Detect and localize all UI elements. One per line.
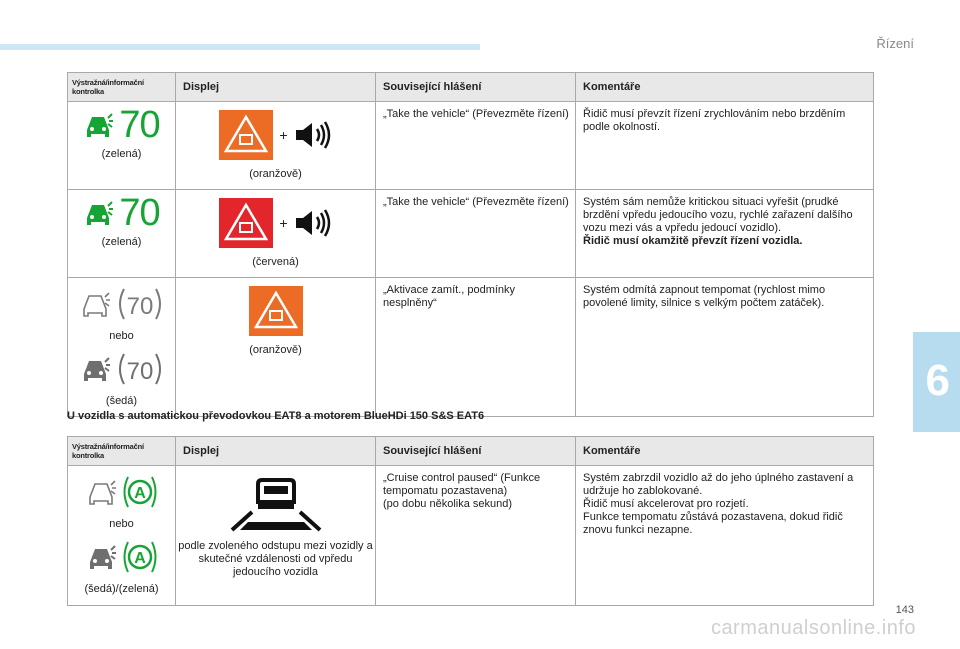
badge-letter: A <box>133 550 146 567</box>
cruise-control-grey-icon <box>80 354 110 384</box>
comment-cell <box>576 466 874 606</box>
section-note: U vozidla s automatickou převodovkou EAT8 a motorem BlueHDi 150 S&S EAT6 <box>67 410 485 422</box>
message-cell: „Aktivace zamít., podmínky nesplněny“ <box>376 278 576 417</box>
display-caption: (oranžově) <box>249 344 302 356</box>
top-accent-bar <box>0 44 480 50</box>
or-separator: nebo <box>109 330 134 342</box>
take-vehicle-orange-icon <box>219 110 273 160</box>
display-caption: podle zvoleného odstupu mezi vozidly a skutečné vzdálenosti od vpředu jedoucího vozidla <box>178 540 373 578</box>
page-number: 143 <box>895 604 914 616</box>
message-text: „Cruise control paused“ (Funkce tempomatu pozastavena) <box>383 472 541 497</box>
warning-table <box>67 72 874 417</box>
message-cell <box>376 466 576 606</box>
comment-emphasis: Řidič musí okamžitě převzít řízení vozidla. <box>583 235 803 247</box>
col-header-display: Displej <box>176 73 376 102</box>
display-cell <box>176 190 376 278</box>
comment-text: Systém sám nemůže kritickou situaci vyřešit (prudké brzdění vpředu jedoucího vozu, rychlé zařazení dalšího vozu mezi vás a vpředu jedoucí vozidlo). <box>583 196 853 234</box>
lamp-cell <box>68 190 176 278</box>
lamp-cell <box>68 278 176 417</box>
plus-sign: + <box>279 126 288 143</box>
watermark: carmanualsonline.info <box>710 617 916 639</box>
comment-line: Řidič musí akcelerovat pro rozjetí. <box>583 498 749 510</box>
col-header-message: Související hlášení <box>376 437 576 466</box>
speed-value-grey: 70 <box>126 358 153 385</box>
lamp-cell <box>68 102 176 190</box>
table-row <box>68 190 874 278</box>
cruise-control-outline-icon <box>86 477 116 507</box>
table-row <box>68 466 874 606</box>
badge-letter: A <box>133 485 146 502</box>
col-header-comment: Komentáře <box>576 437 874 466</box>
table-row <box>68 278 874 417</box>
display-caption: (červená) <box>252 256 299 268</box>
speed-circle-outline-icon <box>116 286 164 322</box>
display-cell <box>176 102 376 190</box>
vehicle-distance-icon <box>228 474 324 532</box>
or-separator: nebo <box>109 518 134 530</box>
message-duration: (po dobu několika sekund) <box>383 498 513 510</box>
lamp-caption: (zelená) <box>101 236 142 248</box>
comment-cell <box>576 190 874 278</box>
plus-sign: + <box>279 214 288 231</box>
col-header-lamp: Výstražná/informační kontrolka <box>68 73 176 102</box>
cruise-control-grey-icon <box>86 542 116 572</box>
message-cell: „Take the vehicle“ (Převezměte řízení) <box>376 190 576 278</box>
display-cell <box>176 466 376 606</box>
take-vehicle-red-icon <box>219 198 273 248</box>
speaker-sound-icon <box>294 208 332 238</box>
activation-refused-orange-icon <box>249 286 303 336</box>
speed-value: 70 <box>119 103 160 146</box>
auto-badge-green-icon <box>122 474 158 510</box>
auto-badge-green-icon <box>122 539 158 575</box>
lamp-cell <box>68 466 176 606</box>
display-caption: (oranžově) <box>249 168 302 180</box>
lamp-caption: (šedá)/(zelená) <box>84 583 159 595</box>
cruise-control-outline-icon <box>80 289 110 319</box>
speed-value: 70 <box>119 191 160 234</box>
section-title: Řízení <box>876 36 914 51</box>
comment-line: Systém zabrzdil vozidlo až do jeho úplného zastavení a udržuje ho zablokované. <box>583 472 854 497</box>
table-row <box>68 102 874 190</box>
eat8-table <box>67 436 874 606</box>
col-header-message: Související hlášení <box>376 73 576 102</box>
comment-cell: Řidič musí převzít řízení zrychlováním nebo brzděním podle okolností. <box>576 102 874 190</box>
table-header-row <box>68 437 874 466</box>
col-header-display: Displej <box>176 437 376 466</box>
cruise-control-green-icon <box>83 110 113 140</box>
display-cell <box>176 278 376 417</box>
chapter-number: 6 <box>925 356 950 405</box>
speaker-sound-icon <box>294 120 332 150</box>
message-cell: „Take the vehicle“ (Převezměte řízení) <box>376 102 576 190</box>
col-header-lamp: Výstražná/informační kontrolka <box>68 437 176 466</box>
table-header-row <box>68 73 874 102</box>
speed-circle-grey-icon <box>116 351 164 387</box>
speed-value-outline: 70 <box>126 293 153 320</box>
comment-line: Funkce tempomatu zůstává pozastavena, dokud řidič znovu funkci nezapne. <box>583 511 843 536</box>
col-header-comment: Komentáře <box>576 73 874 102</box>
lamp-caption: (zelená) <box>101 148 142 160</box>
comment-cell: Systém odmítá zapnout tempomat (rychlost mimo povolené limity, silnice s velkým počtem zatáček). <box>576 278 874 417</box>
lamp-caption: (šedá) <box>105 395 138 407</box>
cruise-control-green-icon <box>83 198 113 228</box>
